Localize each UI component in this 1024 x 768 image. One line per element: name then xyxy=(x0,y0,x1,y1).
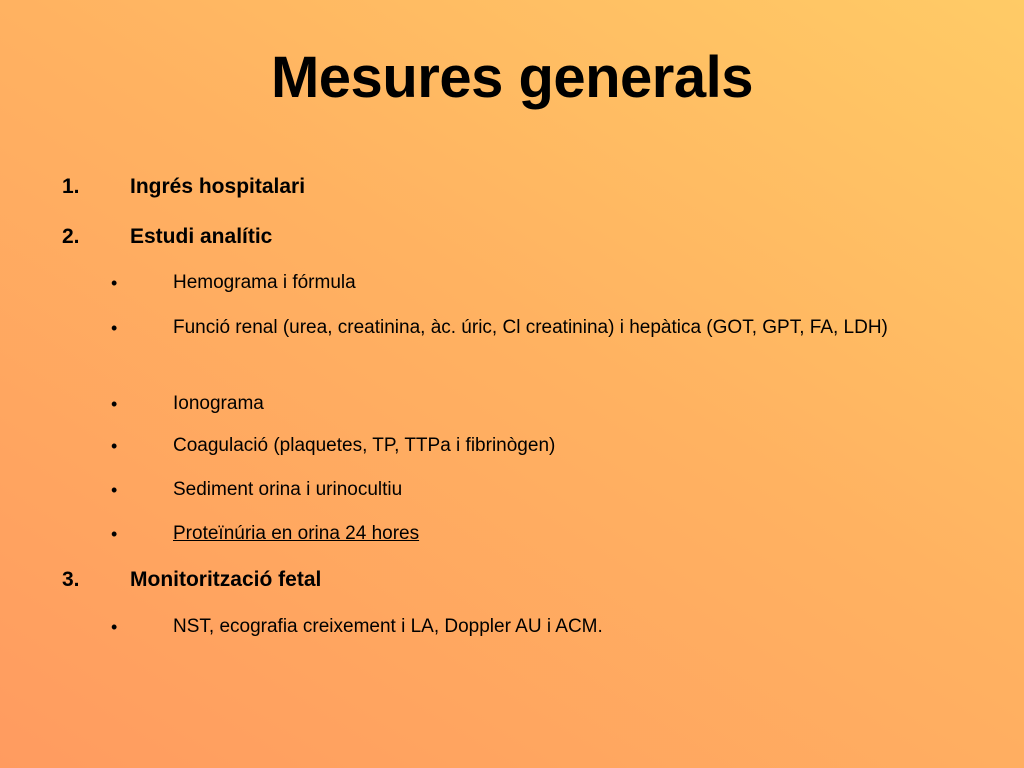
bullet-icon: • xyxy=(111,394,118,414)
item-number: 2. xyxy=(62,225,80,248)
bullet-icon: • xyxy=(111,273,118,293)
sub-item-link[interactable]: Proteïnúria en orina 24 hores xyxy=(173,523,420,544)
sub-item-text: Coagulació (plaquetes, TP, TTPa i fibrinògen) xyxy=(173,435,556,456)
item-number: 1. xyxy=(62,175,80,198)
item-label: Monitorització fetal xyxy=(130,568,322,591)
bullet-icon: • xyxy=(111,524,118,544)
sub-item-text: Ionograma xyxy=(173,393,264,414)
slide-title: Mesures generals xyxy=(270,45,754,110)
item-number: 3. xyxy=(62,568,80,591)
item-label: Ingrés hospitalari xyxy=(130,175,306,198)
sub-item-text: Funció renal (urea, creatinina, àc. úric, Cl creatinina) i hepàtica (GOT, GPT, FA, LDH) xyxy=(173,317,888,338)
sub-item-text: Sediment orina i urinocultiu xyxy=(173,479,403,500)
bullet-icon: • xyxy=(111,480,118,500)
bullet-icon: • xyxy=(111,318,118,338)
bullet-icon: • xyxy=(111,436,118,456)
item-label: Estudi analític xyxy=(130,225,273,248)
bullet-icon: • xyxy=(111,617,118,637)
sub-item-text: Hemograma i fórmula xyxy=(173,272,356,293)
sub-item-text: NST, ecografia creixement i LA, Doppler AU i ACM. xyxy=(173,616,603,637)
